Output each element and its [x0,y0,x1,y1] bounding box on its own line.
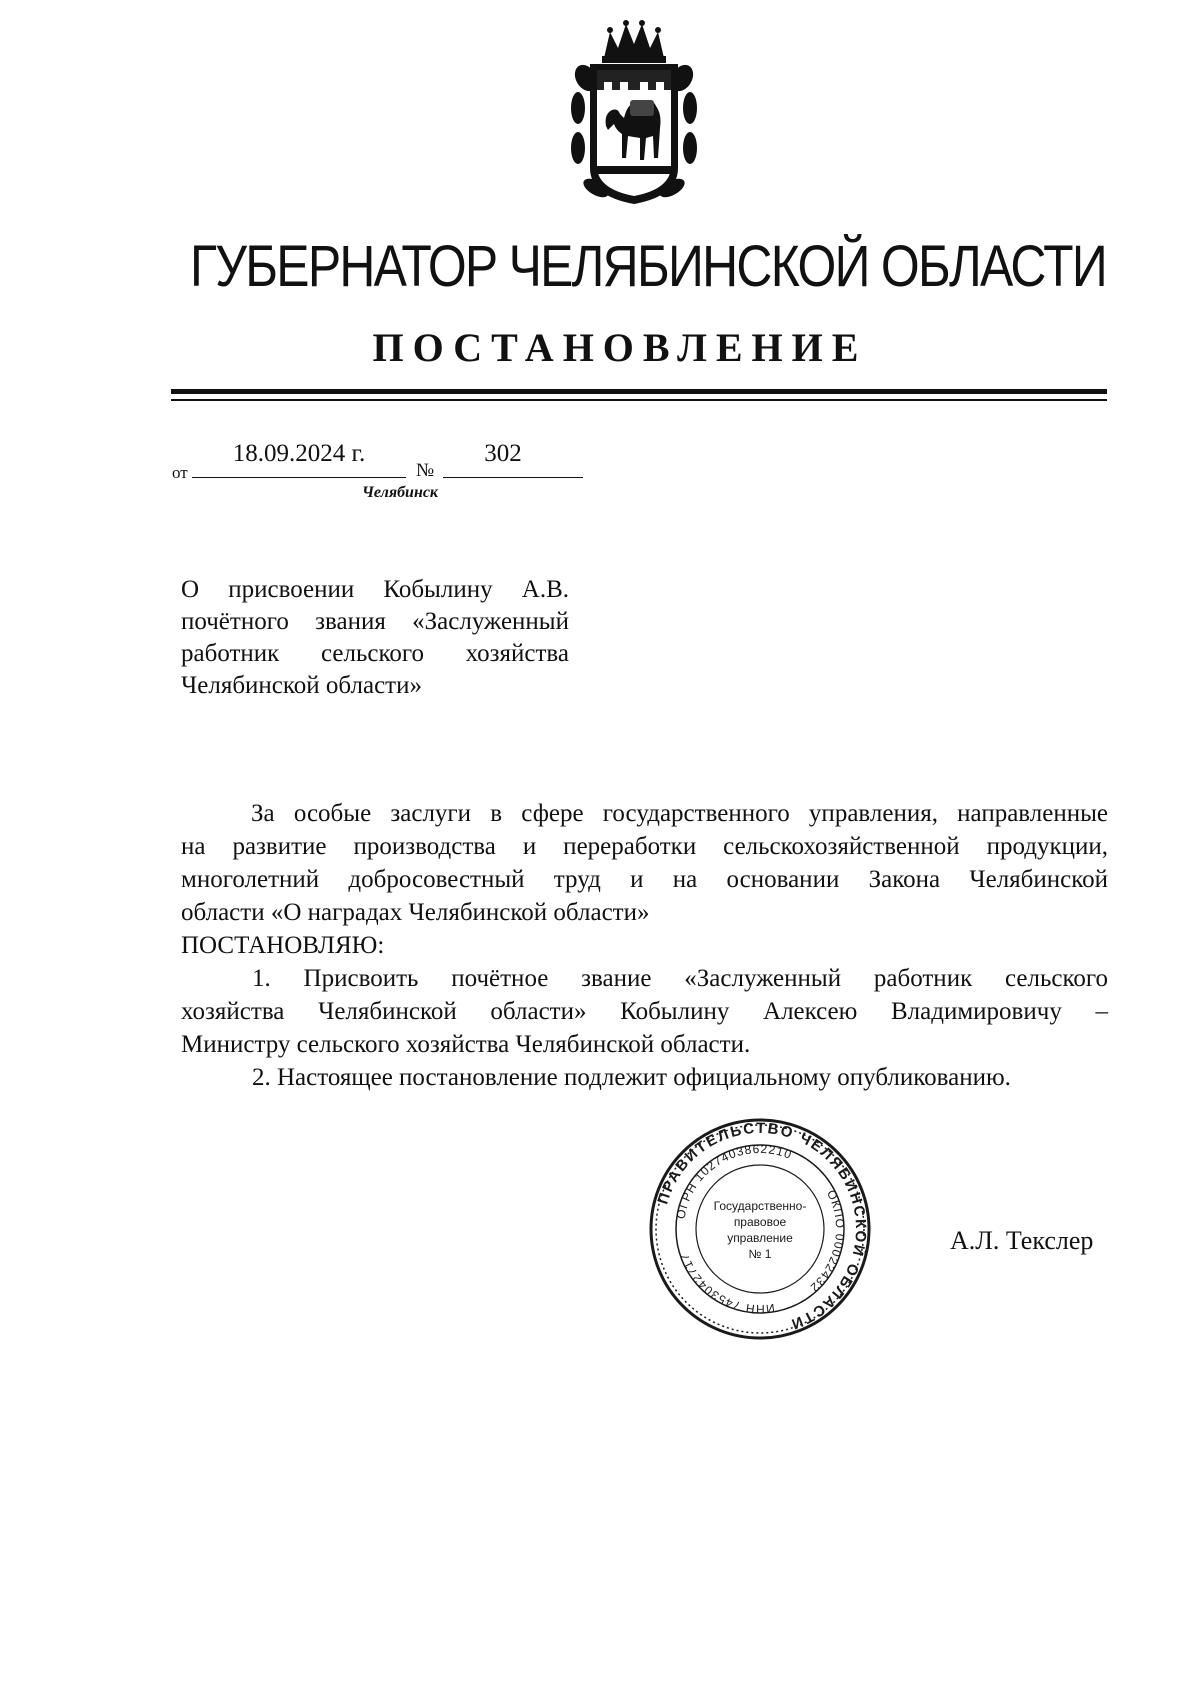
date-underline [192,477,406,478]
document-date: 18.09.2024 г. [232,440,366,467]
body-line: 2. Настоящее постановление подлежит официальному опубликованию. [252,1064,1011,1091]
document-type-title: ПОСТАНОВЛЕНИЕ [372,325,868,370]
number-underline [443,477,583,478]
seal-center-line: управление [727,1231,793,1245]
body-line: области «О наградах Челябинской области» [181,899,650,926]
number-prefix-label: № [416,460,435,481]
document-number: 302 [484,440,522,467]
seal-center-line: № 1 [748,1247,772,1261]
seal-outer-text: ПРАВИТЕЛЬСТВО ЧЕЛЯБИНСКОЙ ОБЛАСТИ [654,1119,870,1333]
seal-ogrn: ОГРН 1027403862210 [673,1141,795,1221]
official-seal-stamp [649,1118,871,1340]
subject-line: почётного звания «Заслуженный [181,608,569,635]
seal-okpo: ОКПО 00022432 [807,1187,848,1296]
body-line: хозяйства Челябинской области» Кобылину Алексею Владимировичу – [181,998,1108,1025]
chelyabinsk-coat-of-arms-emblem [566,18,702,212]
body-line: многолетний добросовестный труд и на основании Закона Челябинской [181,866,1108,893]
issue-city: Челябинск [361,484,439,501]
header-rule-thin [171,399,1107,401]
subject-line: работник сельского хозяйства [181,640,569,667]
seal-center-line: правовое [733,1215,787,1229]
issuing-authority-title: ГУБЕРНАТОР ЧЕЛЯБИНСКОЙ ОБЛАСТИ [190,234,1106,299]
decree-keyword: ПОСТАНОВЛЯЮ: [181,932,385,959]
body-line: на развитие производства и переработки сельскохозяйственной продукции, [181,833,1108,860]
seal-center-line: Государственно- [713,1199,807,1213]
body-line: За особые заслуги в сфере государственного управления, направленные [251,800,1108,827]
body-line: 1. Присвоить почётное звание «Заслуженный работник сельского [252,965,1108,992]
body-line: Министру сельского хозяйства Челябинской области. [181,1031,751,1058]
header-rule-thick [171,389,1107,394]
date-prefix-label: от [172,463,188,482]
subject-line: О присвоении Кобылину А.В. [181,576,569,603]
subject-line: Челябинской области» [181,672,422,699]
document-subject [181,574,569,702]
seal-inn: ИНН 7453042717 [677,1250,776,1317]
signer-name: А.Л. Текслер [950,1226,1094,1255]
crown-icon [602,20,666,63]
